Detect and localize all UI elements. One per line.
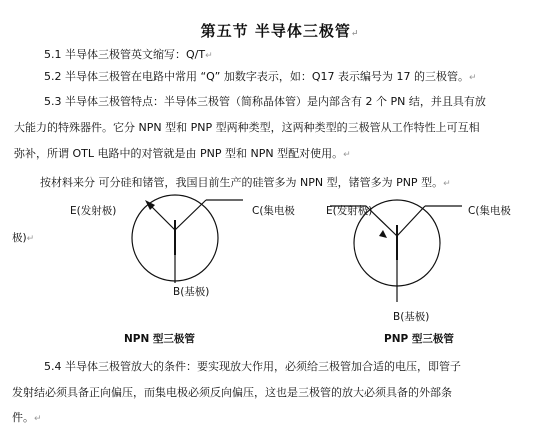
pnp-collector-lead xyxy=(397,206,425,236)
npn-base-label: B(基极) xyxy=(173,286,210,298)
npn-caption: NPN 型三极管 xyxy=(124,333,195,345)
line-5-4-cont-1-text: 发射结必须具备正向偏压，而集电极必须反向偏压，这也是三极管的放大必须具备的外部条 xyxy=(12,386,452,399)
npn-symbol xyxy=(132,195,243,283)
pnp-emitter-label: E(发射极) xyxy=(326,205,373,217)
section-title-text: 第五节 半导体三极管 xyxy=(200,22,351,40)
line-5-4 xyxy=(44,360,461,374)
paragraph-mark: ↵ xyxy=(26,234,35,244)
pnp-base-label: B(基极) xyxy=(393,311,430,323)
npn-collector-lead xyxy=(175,200,206,230)
pnp-caption: PNP 型三极管 xyxy=(384,333,454,345)
npn-collector-label-wrap-text: 极) xyxy=(12,232,27,244)
line-5-1-text: 5.1 半导体三极管英文缩写：Q/T xyxy=(44,48,206,61)
line-5-4-cont-1 xyxy=(12,386,452,400)
line-5-3-cont-2-text: 弥补，所谓 OTL 电路中的对管就是由 PNP 型和 NPN 型配对使用。 xyxy=(14,147,344,160)
paragraph-mark: ↵ xyxy=(343,150,351,160)
line-materials-text: 按材料来分 可分硅和锗管，我国目前生产的硅管多为 NPN 型，锗管多为 PNP 型。 xyxy=(40,176,444,189)
pnp-collector-label: C(集电极 xyxy=(468,205,511,217)
line-5-2-text: 5.2 半导体三极管在电路中常用 “Q” 加数字表示，如：Q17 表示编号为 17 的三极管。 xyxy=(44,70,469,83)
line-5-3-cont-1-text: 大能力的特殊器件。它分 NPN 型和 PNP 型两种类型，这两种类型的三极管从工作特性上可互相 xyxy=(14,121,480,134)
paragraph-mark: ↵ xyxy=(34,414,42,424)
line-5-4-cont-2-text: 件。 xyxy=(12,411,34,424)
paragraph-mark: ↵ xyxy=(350,29,360,39)
paragraph-mark: ↵ xyxy=(443,179,451,189)
pnp-emitter-arrow xyxy=(379,230,387,238)
line-5-3-text: 5.3 半导体三极管特点：半导体三极管（简称晶体管）是内部含有 2 个 PN 结，并且具有放 xyxy=(44,95,486,108)
npn-emitter-label: E(发射极) xyxy=(70,205,117,217)
line-5-4-cont-2 xyxy=(12,411,42,426)
line-5-4-text: 5.4 半导体三极管放大的条件：要实现放大作用，必须给三极管加合适的电压，即管子 xyxy=(44,360,461,373)
npn-collector-label-wrap xyxy=(12,230,34,245)
npn-collector-label: C(集电极 xyxy=(252,205,295,217)
paragraph-mark: ↵ xyxy=(205,51,213,61)
paragraph-mark: ↵ xyxy=(469,73,477,83)
